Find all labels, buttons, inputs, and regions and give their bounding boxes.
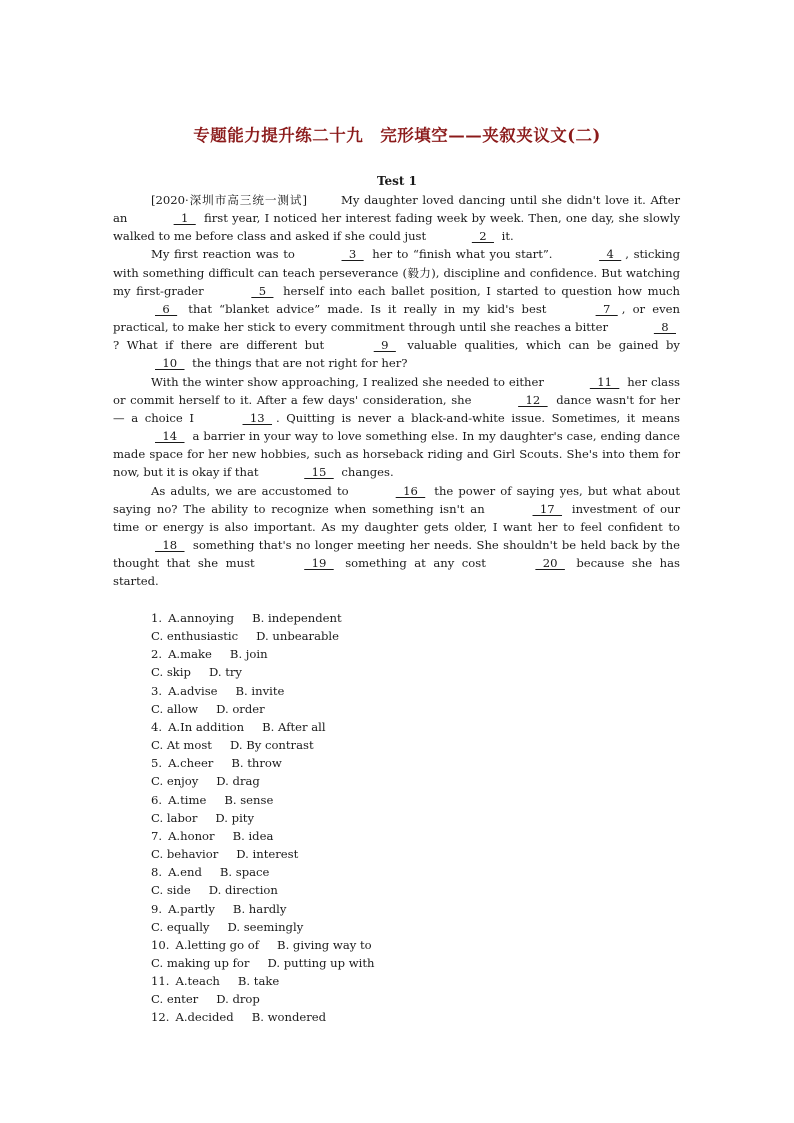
- passage-text: that “blanket advice” made. Is it really in my kid's best: [181, 301, 554, 316]
- question-number: 12.: [151, 1010, 170, 1025]
- passage-text: My first reaction was to: [151, 247, 300, 262]
- blank-5: 5: [251, 283, 274, 298]
- option-d: D. direction: [208, 883, 278, 898]
- option-a: A.honor: [168, 828, 215, 843]
- option-d: D. interest: [236, 847, 299, 862]
- question-number: 7.: [151, 828, 163, 843]
- passage: [113, 191, 680, 590]
- question-2-line-ab: [151, 645, 375, 663]
- question-7-line-cd: [151, 845, 375, 863]
- question-3-line-cd: [151, 700, 375, 718]
- passage-text: valuable qualities, which can be gained by: [399, 338, 680, 353]
- source-tag: [2020·深圳市高三统一测试]: [151, 193, 307, 207]
- option-a: A.make: [168, 647, 212, 662]
- blank-16: 16: [395, 483, 426, 498]
- option-a: A.teach: [175, 974, 220, 989]
- passage-text: With the winter show approaching, I realized she needed to either: [151, 374, 548, 389]
- passage-text: , sticking with something difficult can teach perseverance (毅力), discipline and confidence. But watching my first-grader: [113, 247, 680, 298]
- passage-text: changes.: [337, 465, 394, 480]
- passage-paragraph-1: [113, 191, 680, 245]
- option-b: B. throw: [231, 756, 282, 771]
- option-d: D. order: [216, 701, 265, 716]
- option-b: B. hardly: [232, 901, 287, 916]
- blank-9: 9: [373, 338, 396, 353]
- blank-2: 2: [471, 229, 494, 244]
- blank-10: 10: [155, 356, 185, 371]
- passage-text: a barrier in your way to love something else. In my daughter's case, ending dance made space for her new hobbies, such as horseback riding and Girl Scouts. She's into them for now, but it is okay if that: [113, 429, 680, 480]
- option-b: B. wondered: [251, 1010, 327, 1025]
- question-number: 3.: [151, 683, 163, 698]
- passage-text: it.: [497, 229, 514, 244]
- blank-15: 15: [304, 465, 334, 480]
- option-a: A.decided: [175, 1010, 234, 1025]
- option-b: B. After all: [262, 719, 326, 734]
- passage-text: her to “finish what you start”.: [367, 247, 558, 262]
- blank-3: 3: [341, 247, 364, 262]
- question-number: 5.: [151, 756, 163, 771]
- option-b: B. join: [229, 647, 268, 662]
- option-c: C. equally: [151, 919, 210, 934]
- question-number: 9.: [151, 901, 163, 916]
- question-12-line-ab: [151, 1008, 375, 1026]
- question-options: [151, 609, 375, 1027]
- option-a: A.partly: [168, 901, 215, 916]
- page-title: 专题能力提升练二十九 完形填空——夹叙夹议文(二): [193, 126, 601, 145]
- question-8-line-cd: [151, 881, 375, 899]
- option-c: C. making up for: [151, 955, 250, 970]
- blank-11: 11: [589, 374, 620, 389]
- option-d: D. unbearable: [256, 629, 339, 644]
- passage-text: , or even practical, to make her stick to every commitment through until she reaches a bitter: [113, 301, 680, 335]
- passage-text: first year, I noticed her interest fading week by week. Then, one day, she slowly walked to me before class and asked if she could just: [113, 211, 680, 244]
- option-a: A.advise: [168, 683, 218, 698]
- option-a: A.end: [168, 865, 202, 880]
- option-a: A.In addition: [168, 719, 245, 734]
- question-number: 8.: [151, 865, 163, 880]
- option-b: B. giving way to: [277, 937, 372, 952]
- question-3-line-ab: [151, 682, 375, 700]
- option-c: C. enthusiastic: [151, 629, 239, 644]
- option-a: A.letting go of: [175, 937, 260, 952]
- option-a: A.time: [168, 792, 207, 807]
- option-d: D. drag: [216, 774, 260, 789]
- blank-19: 19: [304, 556, 334, 571]
- passage-text: As adults, we are accustomed to: [151, 483, 354, 498]
- question-number: 11.: [151, 974, 170, 989]
- passage-text: . Quitting is never a black-and-white issue. Sometimes, it means: [276, 410, 680, 425]
- option-d: D. putting up with: [267, 955, 375, 970]
- option-c: C. labor: [151, 810, 198, 825]
- option-c: C. At most: [151, 738, 212, 753]
- option-c: C. skip: [151, 665, 191, 680]
- blank-4: 4: [599, 247, 622, 262]
- passage-text: dance wasn't for her — a choice I: [113, 392, 680, 425]
- option-b: B. independent: [252, 611, 342, 625]
- option-c: C. allow: [151, 701, 199, 716]
- option-d: D. pity: [215, 810, 254, 825]
- option-b: B. space: [219, 865, 270, 880]
- option-c: C. enter: [151, 992, 199, 1007]
- option-b: B. invite: [235, 683, 285, 698]
- option-d: D. try: [208, 665, 242, 680]
- blank-14: 14: [155, 429, 185, 444]
- blank-12: 12: [518, 392, 548, 407]
- question-11-line-cd: [151, 990, 375, 1008]
- option-c: C. side: [151, 883, 191, 898]
- blank-1: 1: [173, 211, 196, 226]
- passage-paragraph-2: [113, 245, 680, 372]
- question-10-line-cd: [151, 954, 375, 972]
- passage-text: something at any cost: [337, 556, 494, 571]
- question-5-line-ab: [151, 754, 375, 772]
- passage-text: the power of saying yes, but what about saying no? The ability to recognize when something isn't an: [113, 483, 680, 516]
- question-6-line-ab: [151, 791, 375, 809]
- question-1-line-cd: [151, 627, 375, 645]
- option-c: C. enjoy: [151, 774, 199, 789]
- option-c: C. behavior: [151, 847, 219, 862]
- question-4-line-ab: [151, 718, 375, 736]
- passage-paragraph-3: [113, 373, 680, 482]
- passage-text: the things that are not right for her?: [188, 356, 408, 371]
- option-a: A.annoying: [168, 611, 235, 625]
- question-5-line-cd: [151, 772, 375, 790]
- option-d: D. drop: [216, 992, 260, 1007]
- question-7-line-ab: [151, 827, 375, 845]
- blank-20: 20: [535, 556, 565, 571]
- question-number: 10.: [151, 937, 170, 952]
- question-number: 6.: [151, 792, 163, 807]
- option-d: D. By contrast: [229, 738, 314, 753]
- question-6-line-cd: [151, 809, 375, 827]
- passage-text: something that's no longer meeting her needs. She shouldn't be held back by the thought that she must: [113, 537, 680, 571]
- passage-text: her class or commit herself to it. After a few days' consideration, she: [113, 374, 680, 407]
- passage-text: investment of our time or energy is also important. As my daughter gets older, I want her to feel confident to: [113, 501, 680, 534]
- option-b: B. take: [237, 974, 280, 989]
- question-1-line-ab: [151, 609, 375, 627]
- question-8-line-ab: [151, 863, 375, 881]
- question-number: 4.: [151, 719, 163, 734]
- option-d: D. seemingly: [227, 919, 304, 934]
- passage-text: My daughter loved dancing until she didn't love it. After an: [113, 193, 680, 226]
- option-b: B. sense: [224, 792, 274, 807]
- passage-text: herself into each ballet position, I started to question how much: [277, 283, 681, 298]
- question-9-line-cd: [151, 918, 375, 936]
- blank-13: 13: [242, 410, 273, 425]
- question-9-line-ab: [151, 900, 375, 918]
- blank-18: 18: [155, 537, 185, 552]
- blank-8: 8: [653, 320, 676, 335]
- question-number: 2.: [151, 647, 163, 662]
- question-2-line-cd: [151, 663, 375, 681]
- test-heading: Test 1: [376, 174, 417, 188]
- blank-7: 7: [595, 301, 618, 316]
- passage-text: because she has started.: [113, 556, 680, 589]
- option-a: A.cheer: [168, 756, 214, 771]
- passage-paragraph-4: [113, 482, 680, 591]
- question-4-line-cd: [151, 736, 375, 754]
- blank-17: 17: [532, 501, 563, 516]
- question-11-line-ab: [151, 972, 375, 990]
- blank-6: 6: [155, 301, 178, 316]
- question-number: 1.: [151, 611, 163, 625]
- question-10-line-ab: [151, 936, 375, 954]
- option-b: B. idea: [232, 828, 274, 843]
- passage-text: ? What if there are different but: [113, 338, 332, 353]
